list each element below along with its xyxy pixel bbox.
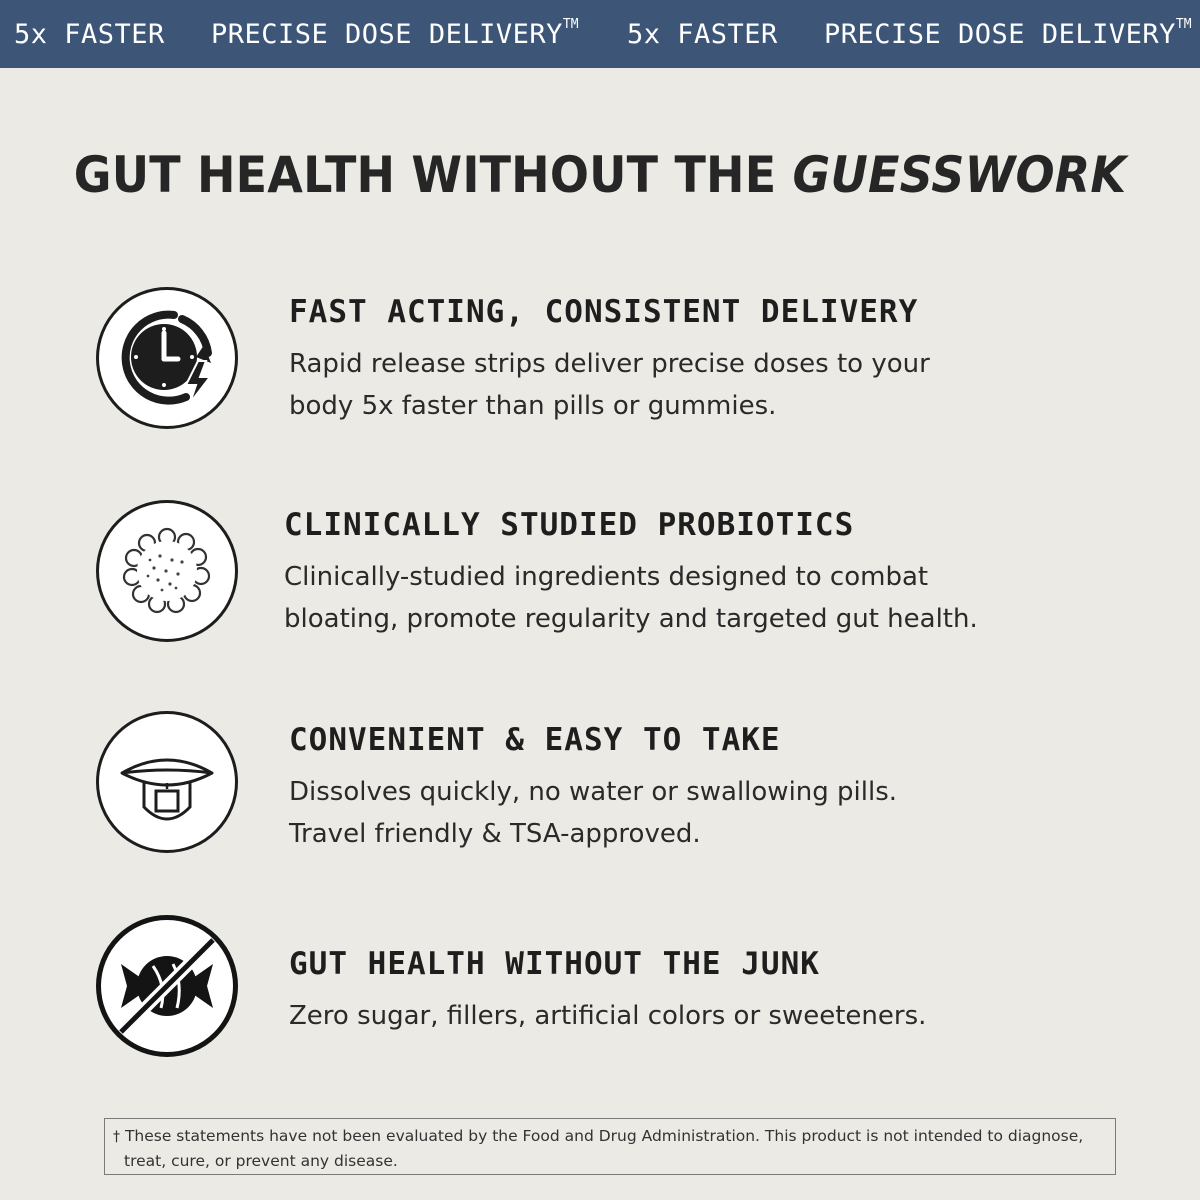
feature-description: Zero sugar, fillers, artificial colors or sweeteners. [289, 1001, 927, 1031]
banner-item: 5x FASTER [14, 19, 165, 50]
probiotic-cell-icon [96, 500, 238, 642]
banner-item: PRECISE DOSE DELIVERY™ [211, 17, 579, 50]
feature-description: Dissolves quickly, no water or swallowing pills. Travel friendly & TSA-approved. [289, 777, 898, 849]
top-banner [0, 0, 1200, 68]
fda-disclaimer: † These statements have not been evaluated by the Food and Drug Administration. This product is not intended to diagnose, treat, cure, or prevent any disease. [104, 1118, 1116, 1175]
feature-title: CLINICALLY STUDIED PROBIOTICS [284, 507, 855, 543]
tongue-strip-icon [96, 711, 238, 853]
feature-description: Clinically-studied ingredients designed to combat bloating, promote regularity and targeted gut health. [284, 562, 978, 634]
banner-item: PRECISE DOSE DELIVERY™ [824, 17, 1192, 50]
feature-title: CONVENIENT & EASY TO TAKE [289, 722, 781, 758]
clock-lightning-icon [96, 287, 238, 429]
page-title: GUT HEALTH WITHOUT THE GUESSWORK [73, 146, 1127, 204]
no-candy-icon [96, 915, 238, 1057]
feature-title: GUT HEALTH WITHOUT THE JUNK [289, 946, 820, 982]
feature-description: Rapid release strips deliver precise doses to your body 5x faster than pills or gummies. [289, 349, 930, 421]
banner-item: 5x FASTER [627, 19, 778, 50]
feature-title: FAST ACTING, CONSISTENT DELIVERY [289, 294, 919, 330]
